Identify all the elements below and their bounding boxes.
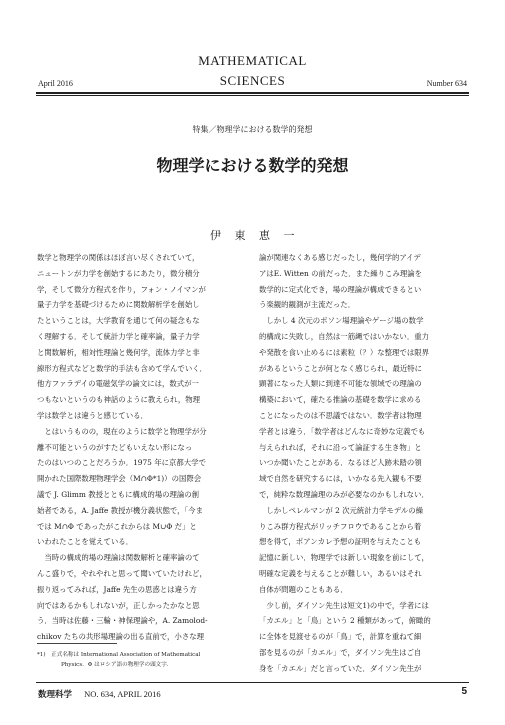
body-text-line: たということは，大学教育を通じて何の疑念もな <box>37 316 200 326</box>
body-text-line: ニュートンが力学を創始するにあたり，微分積分 <box>37 268 200 278</box>
body-text-line: 与えられれば，それに沿って論証する生き物」と <box>259 442 422 452</box>
body-text-line: ことになったのは不思議ではない．数学者は物理 <box>259 410 422 420</box>
body-text-line: いつか聞いたことがある．なるほど人跡未踏の領 <box>259 458 422 468</box>
body-text-line: 顕著になった人類に到達不可能な領域での理論の <box>259 379 422 389</box>
body-text-line: 向ではあるかもしれないが，正しかったかなと思 <box>37 600 200 610</box>
body-text-line: 学は数学とは違うと感じている． <box>37 410 148 420</box>
body-text-line: 記憶に新しい．物理学では新しい現象を前にして， <box>259 553 429 563</box>
body-text-line: 学者とは違う．「数学者はどんなに奇妙な定義でも <box>259 426 426 436</box>
footnote-rule <box>37 643 117 644</box>
body-text-line: 「カエル」と「鳥」という 2 種類があって，俯瞰的 <box>259 616 431 626</box>
body-text-line: 振り返ってみれば，Jaffe 先生の思惑とは違う方 <box>37 584 197 594</box>
body-text-line: う楽観的観測が主流だった． <box>259 300 356 310</box>
body-text-line: で，純粋な数理論理のみが必要なのかもしれない． <box>259 489 429 499</box>
feature-label: 特集／物理学における数学的発想 <box>192 125 313 134</box>
body-text-line: 議で J. Glimm 教授とともに構成的場の理論の創 <box>37 489 200 499</box>
body-text-line: 線形方程式などと数学的手法も含めて学んでいく． <box>37 363 207 373</box>
journal-title-line1: MATHEMATICAL <box>198 53 307 68</box>
body-text-line: 明確な定義を与えることが難しい，あるいはそれ <box>259 568 422 578</box>
journal-title-line2: SCIENCES <box>219 73 286 88</box>
body-text-line: う．当時は佐藤・三輪・神保理論や，A. Zamolod- <box>37 616 208 626</box>
footnote-line: Physics．Φ はロシア語の物理学の頭文字． <box>61 662 173 668</box>
header-rule-thin <box>36 95 469 96</box>
body-text-line: と関数解析，相対性理論と幾何学，流体力学と非 <box>37 347 200 357</box>
body-text-line: 的構成に失敗し，自然は一筋縄ではいかない．重力 <box>259 331 429 341</box>
body-text-line: 始者である，A. Jaffe 教授が機分義状態で，「今ま <box>37 505 203 515</box>
body-text-line: たのはいつのことだろうか．1975 年に京都大学で <box>37 458 206 468</box>
body-text-line: いわれたことを覚えている． <box>37 537 134 547</box>
body-text-line: 離不可能というのがすたどもいえない形になっ <box>37 442 193 452</box>
body-text-line: 少し前，ダイソン先生は短文1)の中で，学者には <box>259 600 429 610</box>
footnote-line: *1) 正式名称は International Association of Mathematical <box>37 652 201 658</box>
footer-issue: NO. 634, APRIL 2016 <box>84 689 161 699</box>
issue-number: Number 634 <box>426 79 467 88</box>
body-text-line: しかしペレルマンが 2 次元統計力学モデルの繰 <box>259 505 424 515</box>
body-text-line: 構築において，確たる推論の基礎を数学に求める <box>259 395 422 405</box>
footnote <box>37 650 247 670</box>
author-name: 伊 東 恵 一 <box>210 229 300 242</box>
article-title: 物理学における数学的発想 <box>156 156 349 175</box>
body-column-left <box>37 250 245 645</box>
body-text-line: 当時の構成的場の理論は関数解析と確率論のて <box>37 553 200 563</box>
body-text-line: りこみ群方程式がリッチフロウであることから着 <box>259 521 422 531</box>
body-text-line: 想を得て，ポアンカレ予想の証明を与えたことも <box>259 537 422 547</box>
footer-citation <box>38 688 161 700</box>
footer-journal-name: 数理科学 <box>38 690 73 700</box>
body-text-line: アはE. Witten の前だった．また繰りこみ理論を <box>259 268 422 278</box>
footer-rule <box>36 682 469 683</box>
body-text-line: 開かれた国際数理物理学会（M∩Φ*1)）の国際会 <box>37 474 202 484</box>
body-text-line: chikov たちの共形場理論の出る直前で，小さな理 <box>37 632 204 642</box>
body-text-line: んこ盛りで，やれやれと思って聞いていたけれど， <box>37 568 207 578</box>
body-text-line: があるということが何となく感じられ，最近特に <box>259 363 423 373</box>
body-text-line: しかし 4 次元のボソン場理論やゲージ場の数学 <box>259 316 424 326</box>
body-text-line: に全体を見渡せるのが「鳥」で，計算を重ねて細 <box>259 632 422 642</box>
body-text-line: 自体が問題のこともある． <box>259 584 348 594</box>
body-text-line: く理解する．そして統計力学と確率論，量子力学 <box>37 331 200 341</box>
body-text-line: つもないというのも神話のように教えられ，物理 <box>37 395 201 405</box>
body-text-line: 数学的に定式化でき，場の理論が構成できるとい <box>259 284 422 294</box>
body-column-right <box>259 250 467 677</box>
body-text-line: 域で自然を研究するには，いかなる先入観も不要 <box>259 474 422 484</box>
body-text-line: や発散を食い止めるには素粒（？）な整理では限界 <box>259 347 429 357</box>
body-text-line: とはいうものの，現在のように数学と物理学が分 <box>37 426 207 436</box>
body-text-line: 学，そして微分方程式を作り，フォン・ノイマンが <box>37 284 206 294</box>
body-text-line: 数学と物理学の関係はほぼ言い尽くされていて， <box>37 253 200 262</box>
header-rule-thick <box>36 92 469 94</box>
body-text-line: 他方ファラデイの電磁気学の論文には，数式が一 <box>37 379 199 389</box>
body-text-line: 論が関連なくある感じだったし，幾何学的アイデ <box>259 253 421 262</box>
issue-date: April 2016 <box>38 79 73 88</box>
body-text-line: 量子力学を基礎づけるために関数解析学を創始し <box>37 300 200 310</box>
page-number: 5 <box>461 686 467 697</box>
body-text-line: 身を「カエル」だと言っていた．ダイソン先生が <box>259 663 422 673</box>
body-text-line: では M∩Φ であったがこれからは M∪Φ だ」と <box>37 521 197 531</box>
body-text-line: 部を見るのが「カエル」で，ダイソン先生はご自 <box>259 647 422 657</box>
